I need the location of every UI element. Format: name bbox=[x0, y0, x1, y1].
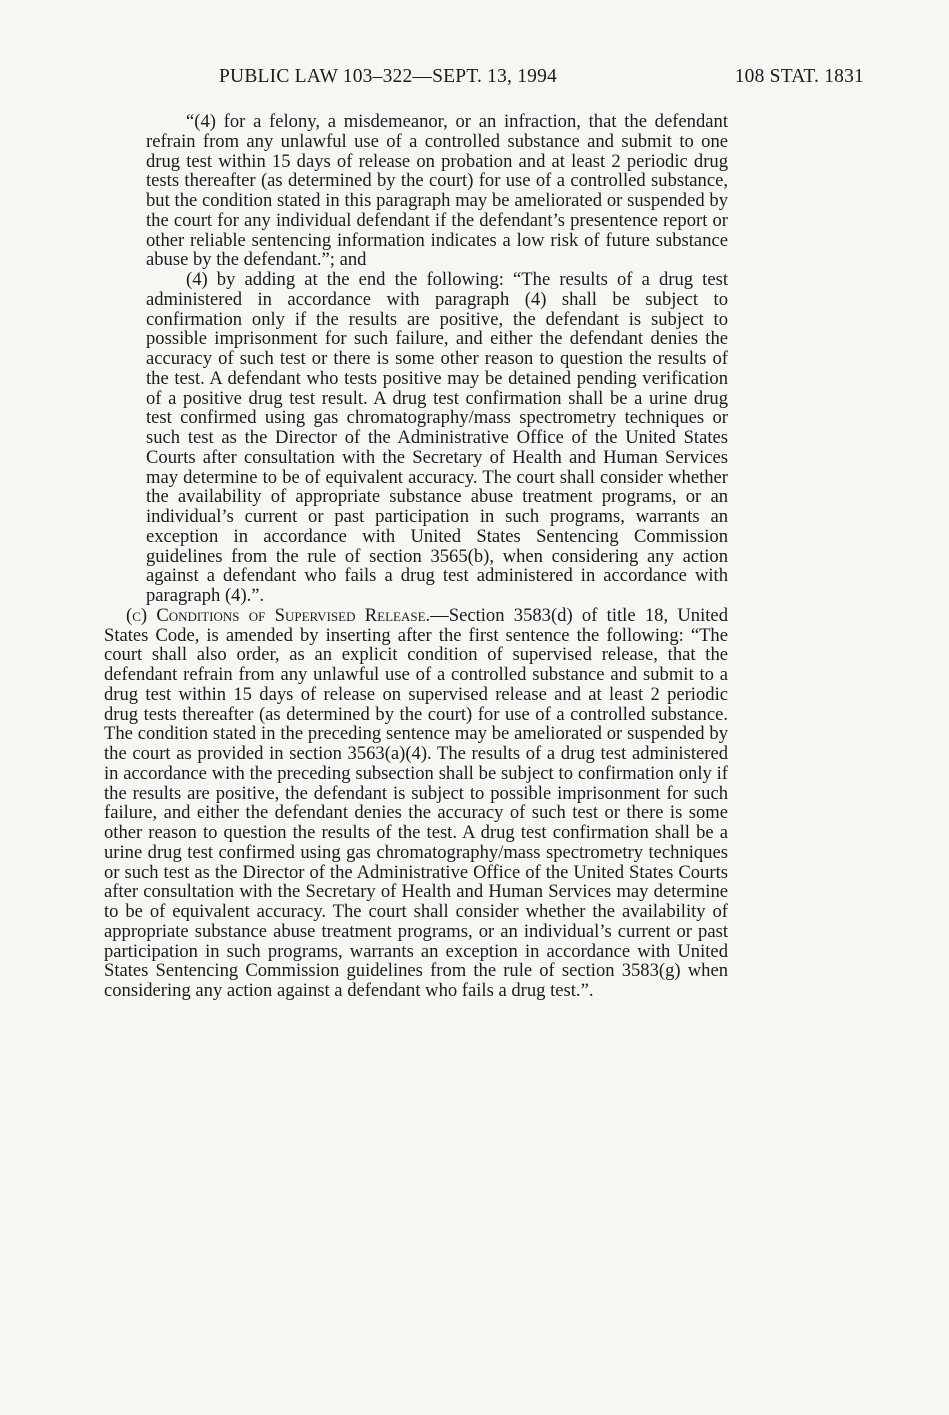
paragraph-supervised-release bbox=[104, 606, 728, 1001]
section-text: —Section 3583(d) of title 18, United States Code, is amended by inserting after the first sentence the following: “The court shall also order, as an explicit condition of supervised release, that the defendant refrain from any unlawful use of a controlled substance and submit to a drug test within 15 days of release on supervised release and at least 2 periodic drug tests thereafter (as determined by the court) for use of a controlled substance. The condition stated in the preceding sentence may be ameliorated or suspended by the court as provided in section 3563(a)(4). The results of a drug test administered in accordance with the preceding subsection shall be subject to confirmation only if the results are positive, the defendant is subject to possible imprisonment for such failure, and either the defendant denies the accuracy of such test or there is some other reason to question the results of the test. A drug test confirmation shall be a urine drug test confirmed using gas chromatography/mass spectrometry techniques or such test as the Director of the Administrative Office of the United States Courts after consultation with the Secretary of Health and Human Services may determine to be of equivalent accuracy. The court shall consider whether the availability of appropriate substance abuse treatment programs, or an individual’s current or past participation in such programs, warrants an exception in accordance with United States Sentencing Commission guidelines from the rule of section 3583(g) when considering any action against a defendant who fails a drug test.”. bbox=[104, 604, 728, 1001]
statute-page-number: 108 STAT. 1831 bbox=[734, 66, 864, 87]
paragraph-amendment-4: (4) by adding at the end the following: “The results of a drug test administered in accordance with paragraph (4) shall be subject to confirmation only if the results are positive, the defendant is subject to possible imprisonment for such failure, and either the defendant denies the accuracy of such test or there is some other reason to question the results of the test. A defendant who tests positive may be detained pending verification of a positive drug test result. A drug test confirmation shall be a urine drug test confirmed using gas chromatography/mass spectrometry techniques or such test as the Director of the Administrative Office of the United States Courts after consultation with the Secretary of Health and Human Services may determine to be of equivalent accuracy. The court shall consider whether the availability of appropriate substance abuse treatment programs, or an individual’s current or past participation in such programs, warrants an exception in accordance with United States Sentencing Commission guidelines from the rule of section 3565(b), when considering any action against a defendant who fails a drug test administered in accordance with paragraph (4).”. bbox=[146, 269, 728, 606]
section-heading: (c) Conditions of Supervised Release. bbox=[126, 604, 431, 626]
paragraph-quoted-4: “(4) for a felony, a misdemeanor, or an infraction, that the defendant refrain from any unlawful use of a controlled substance and submit to one drug test within 15 days of release on probation and at least 2 periodic drug tests thereafter (as determined by the court) for use of a controlled substance, but the condition stated in this paragraph may be ameliorated or suspended by the court for any individual defendant if the defendant’s presentence report or other reliable sentencing information indicates a low risk of future substance abuse by the defendant.”; and bbox=[146, 111, 728, 271]
document-body bbox=[104, 112, 728, 1001]
running-header bbox=[104, 66, 864, 92]
law-title: PUBLIC LAW 103–322—SEPT. 13, 1994 bbox=[219, 66, 557, 87]
